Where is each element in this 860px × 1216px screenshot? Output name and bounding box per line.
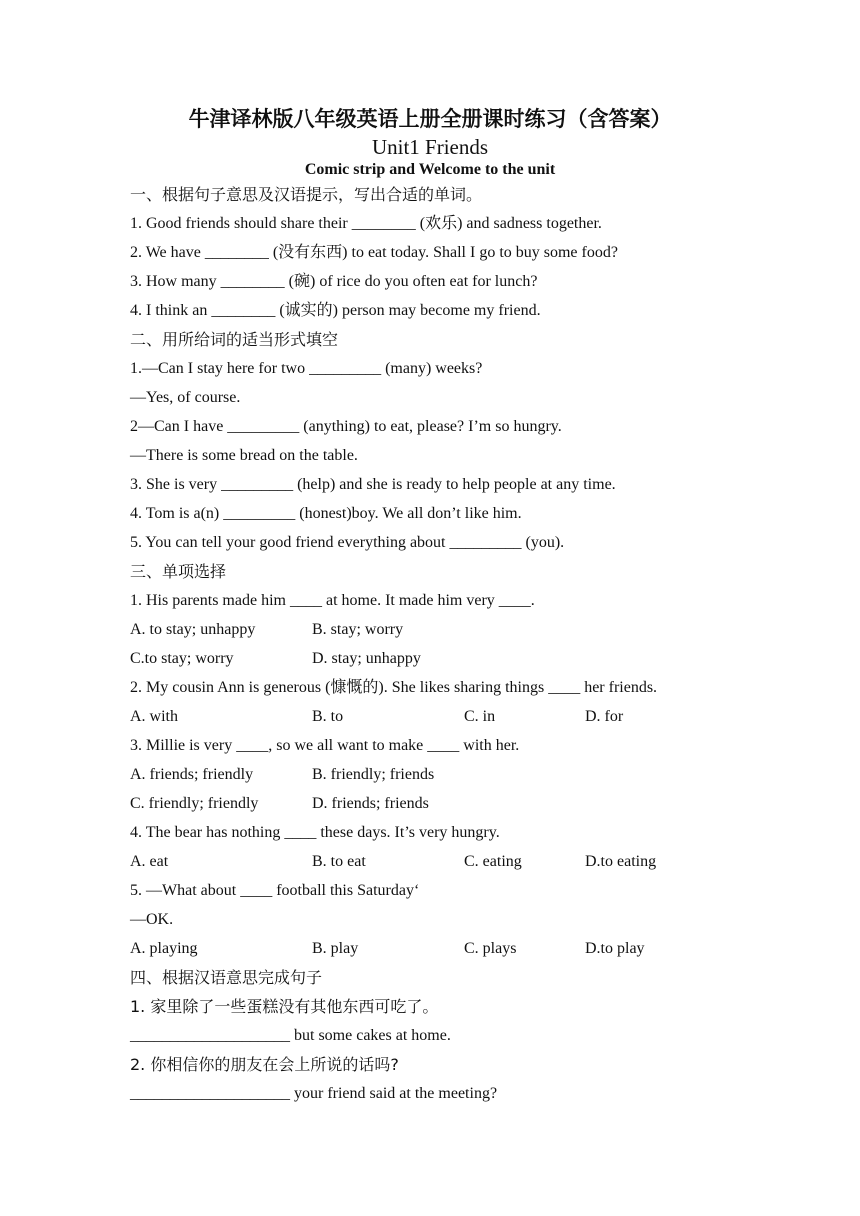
option-row — [130, 934, 770, 963]
lesson-title: Comic strip and Welcome to the unit — [304, 161, 556, 178]
section-heading: 二、用所给词的适当形式填空 — [130, 330, 339, 349]
option-d: D. for — [585, 708, 624, 725]
option-a: A. to stay; unhappy — [130, 621, 256, 638]
option-d: D. stay; unhappy — [312, 650, 421, 667]
option-b: B. to eat — [312, 853, 366, 870]
question-stem: 4. The bear has nothing ____ these days. It’s very hungry. — [130, 824, 500, 841]
option-c: C. plays — [464, 940, 517, 957]
exercise-line: 3. She is very _________ (help) and she is ready to help people at any time. — [130, 476, 616, 493]
exercise-line: —There is some bread on the table. — [130, 447, 358, 464]
exercise-line: 5. You can tell your good friend everything about _________ (you). — [130, 534, 565, 551]
option-d: D. friends; friends — [312, 795, 429, 812]
exercise-line: 2—Can I have _________ (anything) to eat, please? I’m so hungry. — [130, 418, 562, 435]
option-b: B. friendly; friends — [312, 766, 435, 783]
option-b: B. stay; worry — [312, 621, 404, 638]
exercise-line: 2. We have ________ (没有东西) to eat today. Shall I go to buy some food? — [130, 244, 618, 261]
option-row — [130, 702, 770, 731]
section-heading: 一、根据句子意思及汉语提示，写出合适的单词。 — [130, 185, 483, 204]
exercise-line: 4. Tom is a(n) _________ (honest)boy. We all don’t like him. — [130, 505, 522, 522]
option-d: D.to play — [585, 940, 645, 957]
unit-title: Unit1 Friends — [371, 135, 489, 159]
exercise-line: 1.—Can I stay here for two _________ (many) weeks? — [130, 360, 483, 377]
option-a: A. with — [130, 708, 178, 725]
option-row — [130, 789, 770, 818]
option-row — [130, 615, 770, 644]
option-c: C.to stay; worry — [130, 650, 234, 667]
section-heading: 三、单项选择 — [130, 562, 227, 581]
option-row — [130, 847, 770, 876]
option-a: A. eat — [130, 853, 169, 870]
answer-line: ____________________ your friend said at the meeting? — [130, 1085, 498, 1102]
exercise-line: 4. I think an ________ (诚实的) person may become my friend. — [130, 302, 541, 319]
option-c: C. in — [464, 708, 496, 725]
chinese-prompt: 2. 你相信你的朋友在会上所说的话吗? — [130, 1055, 399, 1074]
exercise-line: 3. How many ________ (碗) of rice do you often eat for lunch? — [130, 273, 538, 290]
option-c: C. friendly; friendly — [130, 795, 259, 812]
document-title: 牛津译林版八年级英语上册全册课时练习（含答案） — [188, 107, 672, 131]
option-row — [130, 644, 770, 673]
exercise-line: 1. Good friends should share their ________ (欢乐) and sadness together. — [130, 215, 602, 232]
question-stem: 1. His parents made him ____ at home. It made him very ____. — [130, 592, 535, 609]
option-b: B. play — [312, 940, 359, 957]
dialogue-reply: —OK. — [130, 911, 174, 928]
option-row — [130, 760, 770, 789]
question-stem: 5. —What about ____ football this Saturday‘ — [130, 882, 420, 899]
question-stem: 3. Millie is very ____, so we all want to make ____ with her. — [130, 737, 520, 754]
worksheet-content — [130, 180, 770, 1108]
section-heading: 四、根据汉语意思完成句子 — [130, 968, 323, 987]
answer-line: ____________________ but some cakes at home. — [130, 1027, 451, 1044]
option-c: C. eating — [464, 853, 522, 870]
option-d: D.to eating — [585, 853, 657, 870]
option-b: B. to — [312, 708, 344, 725]
chinese-prompt: 1. 家里除了一些蛋糕没有其他东西可吃了。 — [130, 997, 439, 1016]
option-a: A. playing — [130, 940, 198, 957]
exercise-line: —Yes, of course. — [130, 389, 241, 406]
option-a: A. friends; friendly — [130, 766, 254, 783]
question-stem: 2. My cousin Ann is generous (慷慨的). She likes sharing things ____ her friends. — [130, 679, 658, 696]
